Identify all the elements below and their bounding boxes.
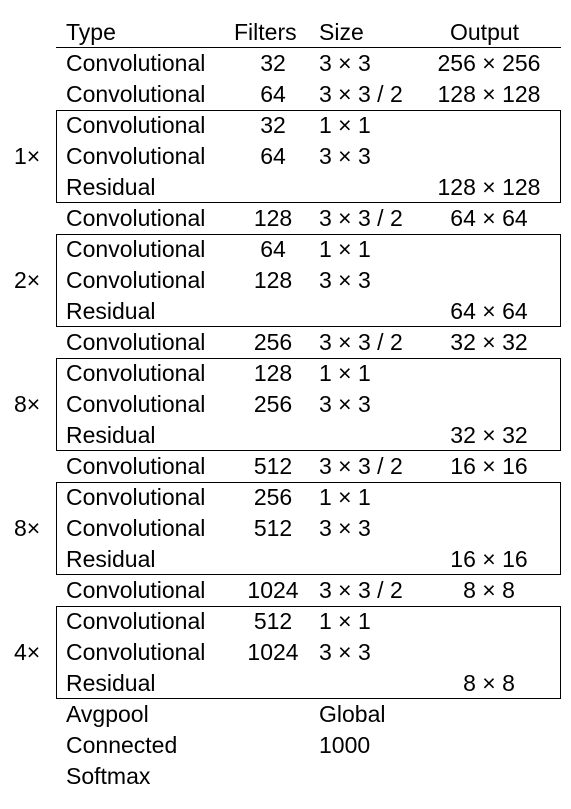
cell-filters: 64 — [260, 143, 286, 169]
table-row — [0, 575, 571, 606]
table-row — [0, 358, 571, 389]
cell-type: Avgpool — [66, 701, 149, 727]
cell-type: Softmax — [66, 763, 151, 789]
cell-output: 128 × 128 — [437, 174, 541, 200]
table-row — [0, 48, 571, 79]
cell-type: Convolutional — [66, 515, 206, 541]
table-row — [0, 265, 571, 296]
header-type: Type — [66, 19, 116, 45]
cell-type: Convolutional — [66, 236, 206, 262]
repeat-count-label: 8× — [14, 391, 41, 417]
table-row — [0, 606, 571, 637]
table-row — [0, 172, 571, 203]
cell-type: Convolutional — [66, 360, 206, 386]
cell-filters: 256 — [253, 391, 293, 417]
cell-filters: 512 — [253, 515, 293, 541]
cell-size: 3 × 3 / 2 — [319, 81, 403, 107]
table-row — [0, 668, 571, 699]
cell-size: Global — [319, 701, 386, 727]
cell-type: Convolutional — [66, 267, 206, 293]
repeat-count-label: 4× — [14, 639, 41, 665]
table-row — [0, 637, 571, 668]
repeat-count-label: 2× — [14, 267, 41, 293]
cell-type: Convolutional — [66, 639, 206, 665]
cell-output: 64 × 64 — [450, 298, 528, 324]
table-row — [0, 699, 571, 730]
header-output: Output — [450, 19, 520, 45]
cell-output: 16 × 16 — [450, 546, 528, 572]
cell-filters: 32 — [260, 50, 286, 76]
table-row — [0, 761, 571, 792]
cell-type: Residual — [66, 422, 156, 448]
cell-type: Convolutional — [66, 143, 206, 169]
cell-size: 3 × 3 / 2 — [319, 329, 403, 355]
cell-type: Convolutional — [66, 577, 206, 603]
cell-filters: 256 — [253, 329, 293, 355]
cell-filters: 512 — [253, 608, 293, 634]
cell-output: 16 × 16 — [450, 453, 528, 479]
cell-size: 3 × 3 — [319, 391, 371, 417]
table-row — [0, 730, 571, 761]
cell-output: 8 × 8 — [463, 577, 515, 603]
cell-type: Residual — [66, 174, 156, 200]
cell-type: Convolutional — [66, 112, 206, 138]
cell-output: 8 × 8 — [463, 670, 515, 696]
table-row — [0, 110, 571, 141]
cell-type: Convolutional — [66, 484, 206, 510]
cell-size: 3 × 3 — [319, 143, 371, 169]
cell-size: 1 × 1 — [319, 484, 371, 510]
cell-size: 1 × 1 — [319, 112, 371, 138]
table-row — [0, 327, 571, 358]
cell-output: 32 × 32 — [450, 329, 528, 355]
cell-type: Convolutional — [66, 453, 206, 479]
cell-output: 64 × 64 — [450, 205, 528, 231]
cell-type: Convolutional — [66, 608, 206, 634]
cell-filters: 512 — [253, 453, 293, 479]
cell-filters: 64 — [260, 81, 286, 107]
cell-type: Convolutional — [66, 205, 206, 231]
cell-size: 3 × 3 — [319, 639, 371, 665]
cell-size: 3 × 3 / 2 — [319, 577, 403, 603]
cell-filters: 32 — [260, 112, 286, 138]
table-row — [0, 296, 571, 327]
table-row — [0, 544, 571, 575]
cell-type: Convolutional — [66, 81, 206, 107]
cell-type: Convolutional — [66, 391, 206, 417]
header-size: Size — [319, 19, 364, 45]
cell-size: 3 × 3 — [319, 515, 371, 541]
cell-size: 3 × 3 — [319, 267, 371, 293]
table-row — [0, 420, 571, 451]
cell-type: Residual — [66, 546, 156, 572]
table-header — [0, 17, 571, 48]
cell-filters: 1024 — [247, 639, 299, 665]
cell-size: 3 × 3 / 2 — [319, 205, 403, 231]
table-row — [0, 389, 571, 420]
cell-size: 1000 — [319, 732, 371, 758]
cell-filters: 256 — [253, 484, 293, 510]
cell-type: Convolutional — [66, 50, 206, 76]
table-row — [0, 234, 571, 265]
repeat-count-label: 1× — [14, 143, 41, 169]
cell-output: 256 × 256 — [437, 50, 541, 76]
table-row — [0, 79, 571, 110]
cell-filters: 64 — [260, 236, 286, 262]
table-row — [0, 451, 571, 482]
header-filters: Filters — [234, 19, 297, 45]
cell-filters: 128 — [253, 205, 293, 231]
table-row — [0, 141, 571, 172]
cell-size: 1 × 1 — [319, 608, 371, 634]
cell-filters: 128 — [253, 267, 293, 293]
cell-size: 3 × 3 / 2 — [319, 453, 403, 479]
cell-type: Residual — [66, 298, 156, 324]
cell-size: 1 × 1 — [319, 360, 371, 386]
cell-size: 3 × 3 — [319, 50, 371, 76]
cell-type: Connected — [66, 732, 178, 758]
table-row — [0, 513, 571, 544]
cell-type: Residual — [66, 670, 156, 696]
table-row — [0, 203, 571, 234]
cell-filters: 1024 — [247, 577, 299, 603]
cell-filters: 128 — [253, 360, 293, 386]
cell-output: 32 × 32 — [450, 422, 528, 448]
cell-type: Convolutional — [66, 329, 206, 355]
cell-output: 128 × 128 — [437, 81, 541, 107]
cell-size: 1 × 1 — [319, 236, 371, 262]
table-row — [0, 482, 571, 513]
repeat-count-label: 8× — [14, 515, 41, 541]
